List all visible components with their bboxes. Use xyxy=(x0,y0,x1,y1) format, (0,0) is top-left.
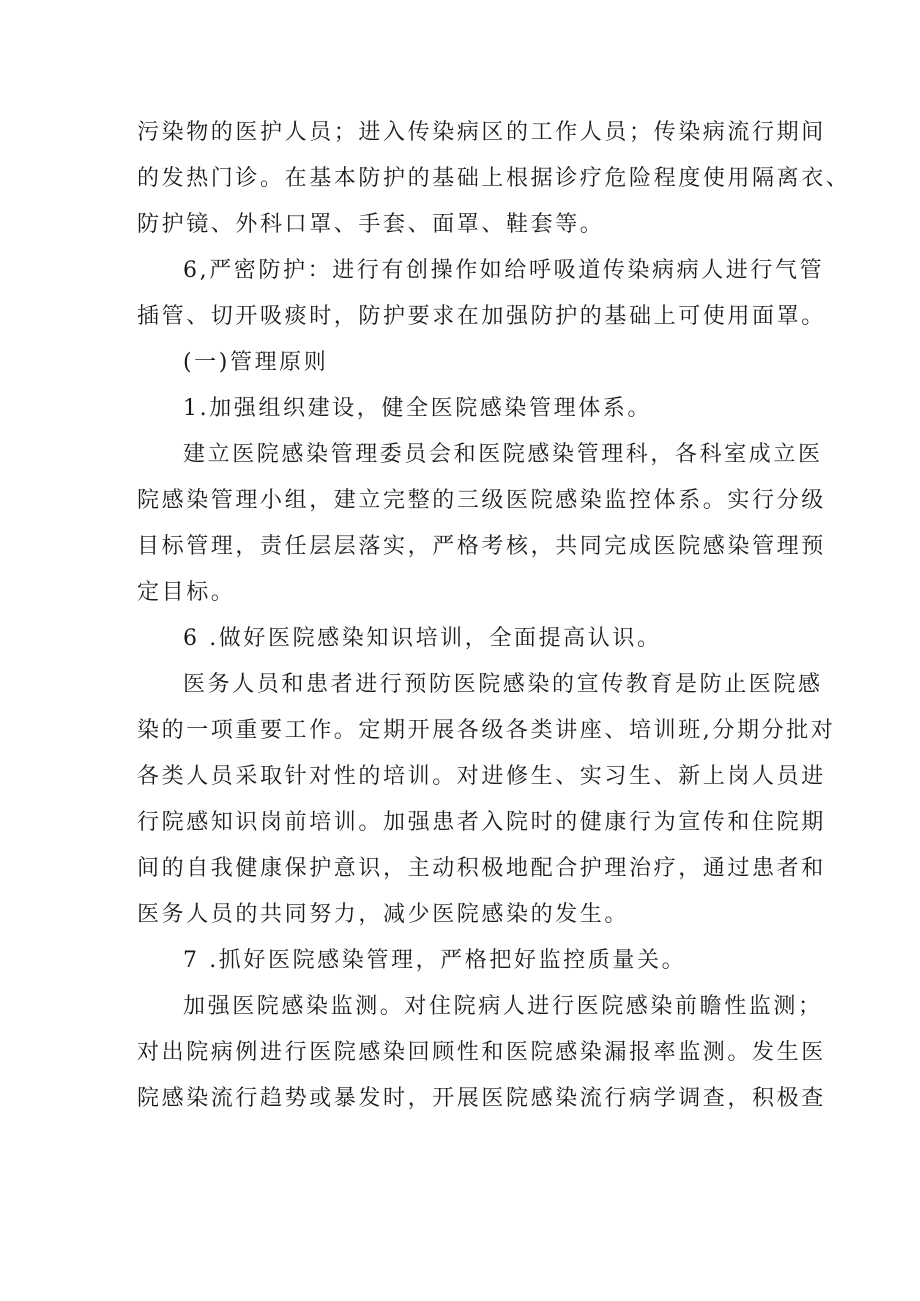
document-body xyxy=(137,110,851,1122)
text-line: 间的自我健康保护意识，主动积极地配合护理治疗，通过患者和 xyxy=(137,856,826,881)
text-line: 院感染管理小组，建立完整的三级医院感染监控体系。实行分级 xyxy=(137,488,826,513)
text-line: 定目标。 xyxy=(137,580,236,605)
text-line: 医务人员的共同努力，减少医院感染的发生。 xyxy=(137,902,630,927)
text-line: 行院感知识岗前培训。加强患者入院时的健康行为宣传和住院期 xyxy=(137,810,826,835)
text-line: 建立医院感染管理委员会和医院感染管理科，各科室成立医 xyxy=(183,442,823,467)
text-line: 目标管理，责任层层落实，严格考核，共同完成医院感染管理预 xyxy=(137,534,826,559)
text-line: 防护镜、外科口罩、手套、面罩、鞋套等。 xyxy=(137,212,605,237)
text-line: 的发热门诊。在基本防护的基础上根据诊疗危险程度使用隔离衣、 xyxy=(137,166,851,191)
item-heading: 7 .抓好医院感染管理，严格把好监控质量关。 xyxy=(183,948,687,973)
text-line: 院感染流行趋势或暴发时，开展医院感染流行病学调查，积极查 xyxy=(137,1086,826,1111)
text-line: 染的一项重要工作。定期开展各级各类讲座、培训班,分期分批对 xyxy=(137,718,836,743)
section-heading: (一)管理原则 xyxy=(183,350,329,375)
text-line: 各类人员采取针对性的培训。对进修生、实习生、新上岗人员进 xyxy=(137,764,826,789)
item-heading: 6 .做好医院感染知识培训，全面提高认识。 xyxy=(183,626,662,651)
text-line: 医务人员和患者进行预防医院感染的宣传教育是防止医院感 xyxy=(183,672,823,697)
text-line: 对出院病例进行医院感染回顾性和医院感染漏报率监测。发生医 xyxy=(137,1040,826,1065)
item-heading: 1.加强组织建设，健全医院感染管理体系。 xyxy=(183,396,652,421)
text-line: 插管、切开吸痰时，防护要求在加强防护的基础上可使用面罩。 xyxy=(137,304,826,329)
text-line: 6,严密防护：进行有创操作如给呼吸道传染病病人进行气管 xyxy=(183,258,825,283)
text-line: 污染物的医护人员；进入传染病区的工作人员；传染病流行期间 xyxy=(137,120,826,145)
text-line: 加强医院感染监测。对住院病人进行医院感染前瞻性监测； xyxy=(183,994,823,1019)
